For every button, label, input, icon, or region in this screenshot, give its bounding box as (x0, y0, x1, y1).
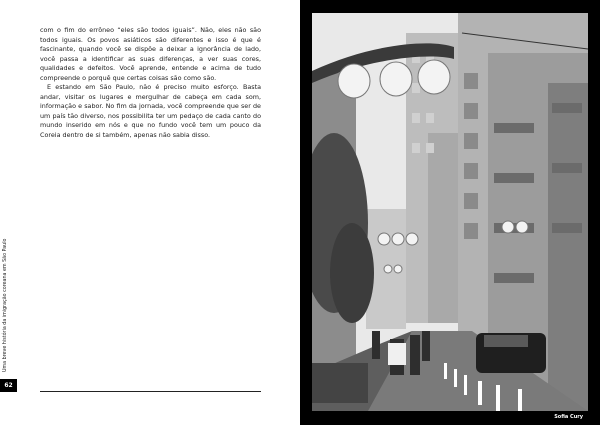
car-window (484, 335, 528, 347)
footer-rule (40, 391, 261, 392)
photo-credit: Sofia Cury (554, 414, 583, 420)
bench (312, 363, 368, 403)
left-tree-2 (330, 223, 374, 323)
paragraph-1: com o fim do errôneo “eles são todos iguais”. Não, eles não são todos iguais. Os povos asiáticos são diferentes e isso é que é fascinante, quando você se dispõe a deixar a ignorância de lado, você passa a identificar as suas diferenças, a ver suas cores, qualidades e defeitos. Você aprende, entende e acima de tudo compreende o porquê que certas coisas são como são. (40, 26, 261, 82)
running-title: Uma breve história da imigração coreana em São Paulo (3, 238, 8, 372)
paragraph-2: E estando em São Paulo, não é preciso muito esforço. Basta andar, visitar os lugares e mergulhar de cabeça em cada som, informação e sabor. No fim da jornada, você compreende que ser de um país tão diverso, nos possibilita ter um pedaço de cada canto do mundo inserido em nós e que no fundo você tem um pouco da Coreia dentro de si também, apenas não sabia disso. (40, 83, 261, 139)
page-number: 62 (0, 379, 17, 392)
white-shirt (388, 343, 406, 365)
street-photo (312, 13, 588, 411)
street-photo-icon (312, 13, 588, 411)
body-text (40, 26, 261, 140)
right-building-near (548, 83, 588, 411)
building-center-2 (428, 133, 462, 323)
